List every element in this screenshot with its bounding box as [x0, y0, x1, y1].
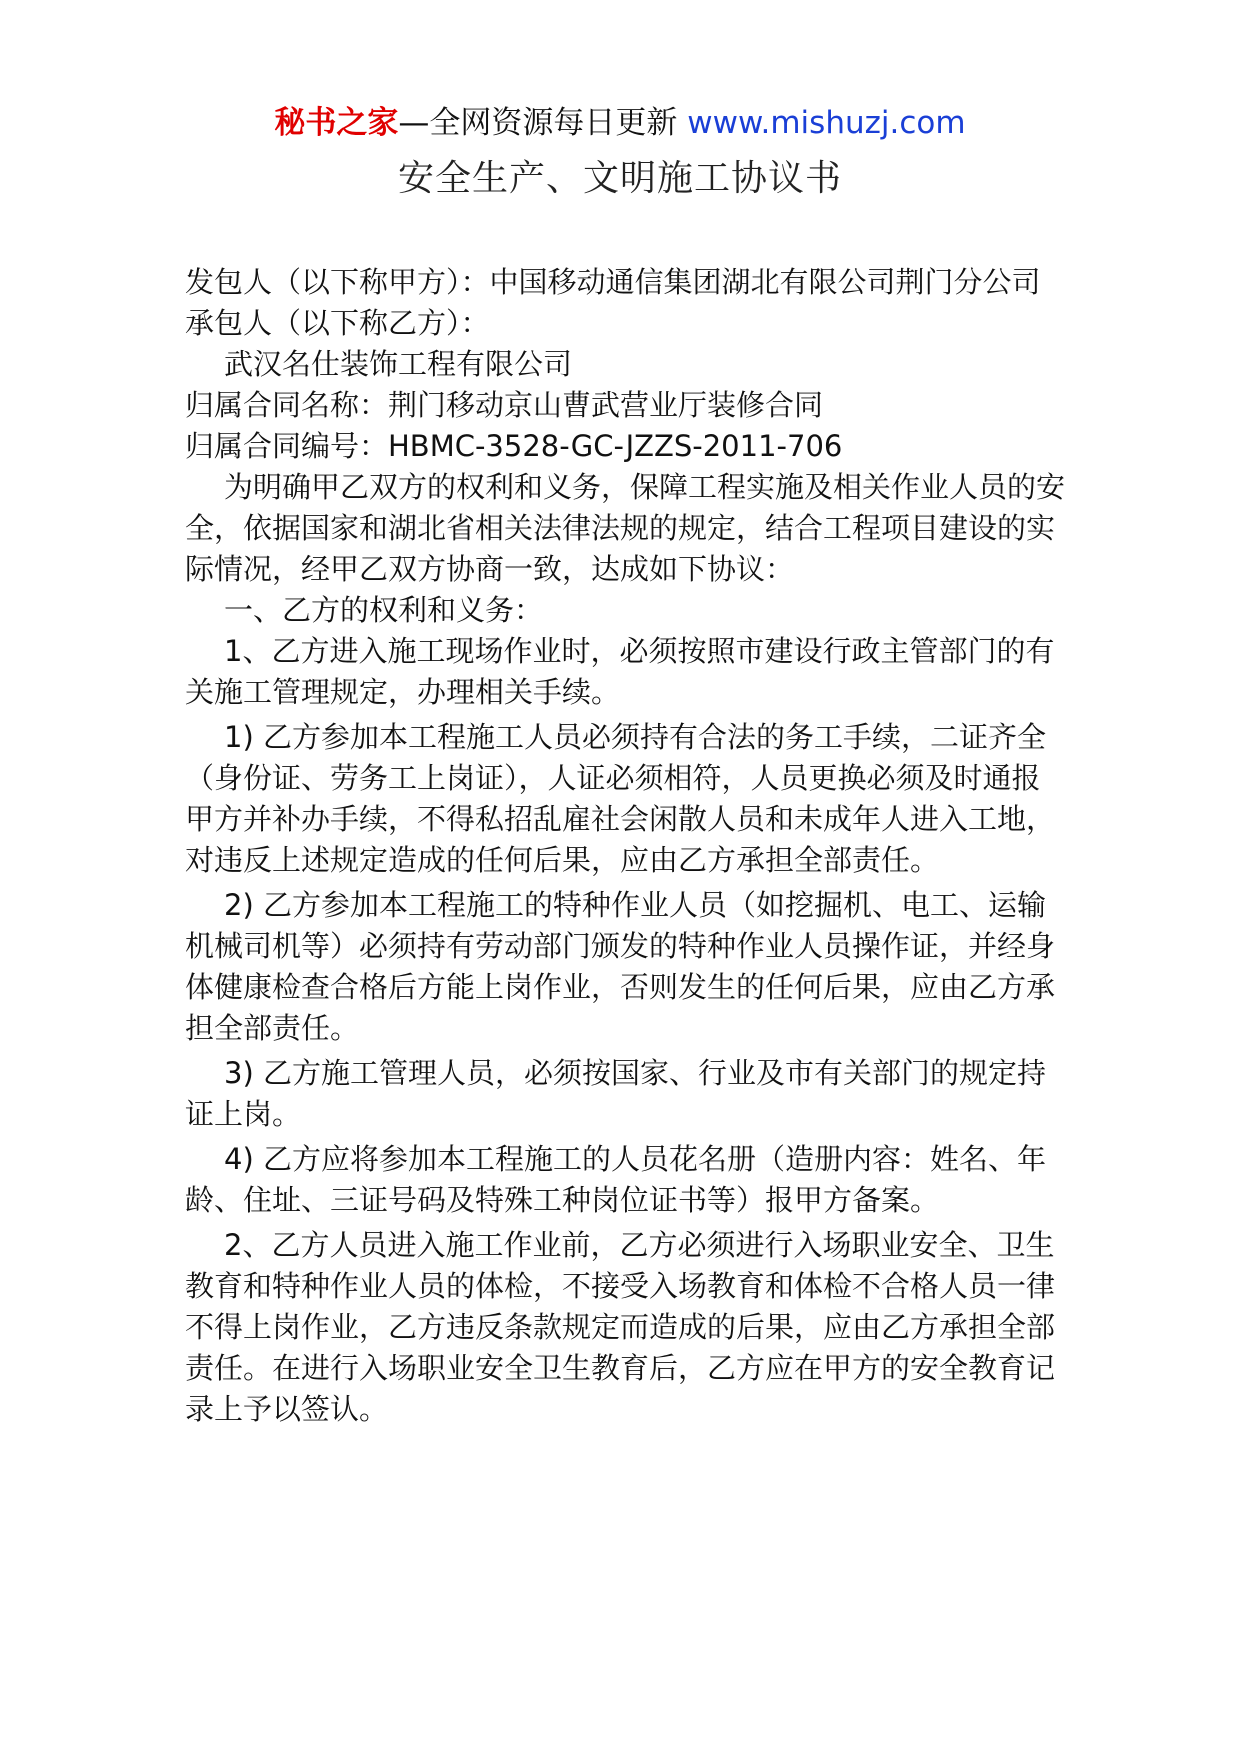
preamble-paragraph: 为明确甲乙双方的权利和义务，保障工程实施及相关作业人员的安全，依据国家和湖北省相关法律法规的规定，结合工程项目建设的实际情况，经甲乙双方协商一致，达成如下协议： — [185, 470, 1066, 586]
clause-2: 2、乙方人员进入施工作业前，乙方必须进行入场职业安全、卫生教育和特种作业人员的体检，不接受入场教育和体检不合格人员一律不得上岗作业，乙方违反条款规定而造成的后果，应由乙方承担全部责任。在进行入场职业安全卫生教育后，乙方应在甲方的安全教育记录上予以签认。 — [185, 1228, 1056, 1426]
clause-1-item-4: 4) 乙方应将参加本工程施工的人员花名册（造册内容：姓名、年龄、住址、三证号码及特殊工种岗位证书等）报甲方备案。 — [185, 1142, 1046, 1217]
party-b-line: 承包人（以下称乙方）： — [185, 306, 490, 340]
party-a-line: 发包人（以下称甲方）：中国移动通信集团湖北有限公司荆门分公司 — [185, 265, 1041, 299]
brand-name: 秘书之家 — [274, 105, 399, 141]
clause-1-item-3: 3) 乙方施工管理人员，必须按国家、行业及市有关部门的规定持证上岗。 — [185, 1056, 1046, 1131]
clause-1-item-1: 1) 乙方参加本工程施工人员必须持有合法的务工手续，二证齐全（身份证、劳务工上岗证），人证必须相符，人员更换必须及时通报甲方并补办手续，不得私招乱雇社会闲散人员和未成年人进入工地，对违反上述规定造成的任何后果，应由乙方承担全部责任。 — [185, 720, 1056, 877]
clause-1-item-2: 2) 乙方参加本工程施工的特种作业人员（如挖掘机、电工、运输机械司机等）必须持有劳动部门颁发的特种作业人员操作证，并经身体健康检查合格后方能上岗作业，否则发生的任何后果，应由乙方承担全部责任。 — [185, 888, 1056, 1045]
section-heading: 一、乙方的权利和义务： — [224, 593, 544, 627]
contract-number-line: 归属合同编号：HBMC-3528-GC-JZZS-2011-706 — [185, 429, 843, 463]
site-url-link[interactable]: www.mishuzj.com — [687, 105, 966, 141]
contract-name-line: 归属合同名称：荆门移动京山曹武营业厅装修合同 — [185, 388, 824, 422]
document-title: 安全生产、文明施工协议书 — [397, 158, 842, 199]
party-b-name: 武汉名仕装饰工程有限公司 — [224, 347, 573, 381]
site-slogan: —全网资源每日更新 — [398, 105, 678, 141]
site-header — [0, 103, 1240, 143]
document-body — [185, 262, 1065, 1430]
clause-1: 1、乙方进入施工现场作业时，必须按照市建设行政主管部门的有关施工管理规定，办理相关手续。 — [185, 634, 1055, 709]
